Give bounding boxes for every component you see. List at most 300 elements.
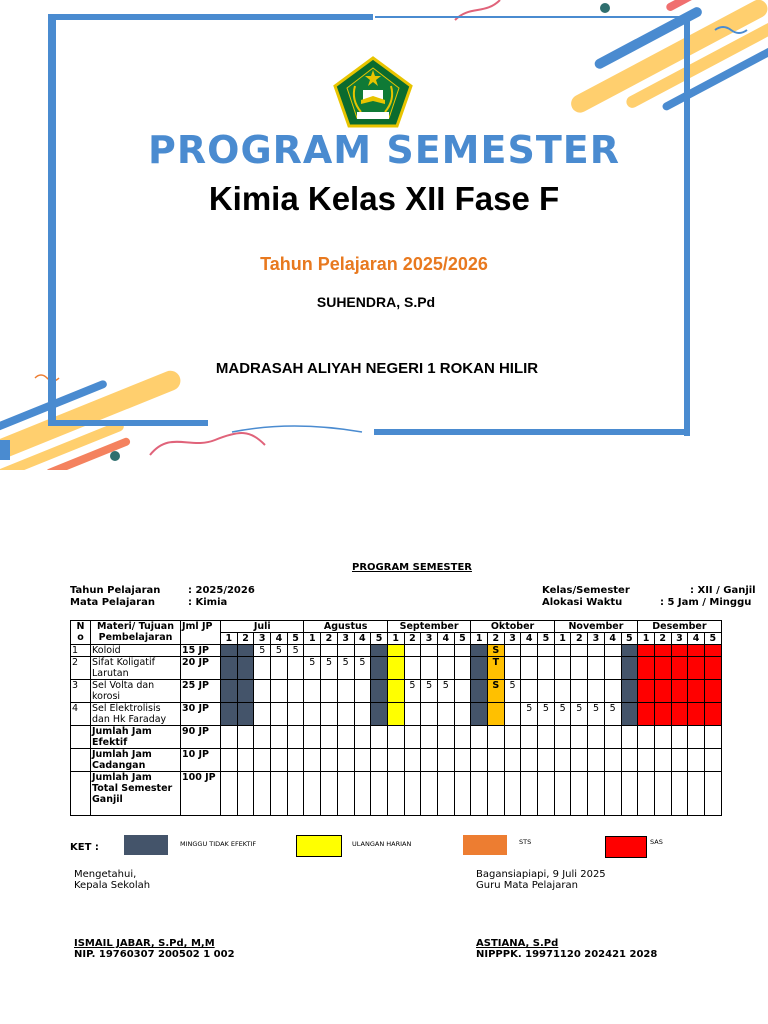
week-cell-sas xyxy=(688,680,705,703)
header-week: 1 xyxy=(304,633,321,645)
week-cell xyxy=(287,726,304,749)
week-cell xyxy=(538,749,555,772)
week-cell-tidak-efektif xyxy=(221,703,238,726)
week-cell-sts: T xyxy=(488,657,505,680)
info-label-subject: Mata Pelajaran xyxy=(70,597,155,608)
week-cell xyxy=(404,772,421,816)
week-cell xyxy=(254,703,271,726)
sig-left-name: ISMAIL JABAR, S.Pd, M,M xyxy=(74,938,215,949)
week-cell-sas xyxy=(704,680,721,703)
week-cell xyxy=(504,749,521,772)
header-week: 3 xyxy=(421,633,438,645)
week-cell xyxy=(254,657,271,680)
week-cell-tidak-efektif xyxy=(221,657,238,680)
week-cell-tidak-efektif xyxy=(621,645,638,657)
week-cell xyxy=(237,726,254,749)
week-cell xyxy=(304,645,321,657)
week-cell xyxy=(337,772,354,816)
table-row xyxy=(71,703,722,726)
week-cell xyxy=(271,726,288,749)
week-cell xyxy=(688,726,705,749)
row-no: 2 xyxy=(71,657,91,680)
week-cell-sas xyxy=(688,703,705,726)
header-week: 2 xyxy=(488,633,505,645)
row-materi: Sel Elektrolisis dan Hk Faraday xyxy=(91,703,181,726)
frame-bottom-left xyxy=(48,420,208,426)
week-cell xyxy=(321,680,338,703)
week-cell xyxy=(504,657,521,680)
week-cell xyxy=(621,726,638,749)
row-jp: 25 JP xyxy=(181,680,221,703)
week-cell-tidak-efektif xyxy=(471,703,488,726)
week-cell xyxy=(588,772,605,816)
header-week: 1 xyxy=(638,633,655,645)
week-cell-tidak-efektif xyxy=(237,657,254,680)
week-cell xyxy=(454,726,471,749)
week-cell: 5 xyxy=(604,703,621,726)
sig-right-name: ASTIANA, S.Pd xyxy=(476,938,559,949)
week-cell xyxy=(454,657,471,680)
week-cell-sas xyxy=(638,680,655,703)
header-week: 5 xyxy=(704,633,721,645)
info-value-class: : XII / Ganjil xyxy=(690,585,756,596)
week-cell xyxy=(421,726,438,749)
week-cell xyxy=(421,657,438,680)
week-cell xyxy=(254,680,271,703)
week-cell xyxy=(521,657,538,680)
week-cell xyxy=(404,703,421,726)
header-week: 3 xyxy=(588,633,605,645)
week-cell xyxy=(221,749,238,772)
week-cell xyxy=(237,772,254,816)
week-cell xyxy=(321,749,338,772)
info-value-year: : 2025/2026 xyxy=(188,585,255,596)
week-cell xyxy=(437,726,454,749)
week-cell xyxy=(404,749,421,772)
frame-bottom xyxy=(374,429,690,435)
header-month: November xyxy=(554,621,637,633)
header-week: 4 xyxy=(521,633,538,645)
header-month: Oktober xyxy=(471,621,554,633)
week-cell-tidak-efektif xyxy=(237,680,254,703)
header-week: 1 xyxy=(387,633,404,645)
week-cell-sas xyxy=(688,645,705,657)
week-cell xyxy=(704,772,721,816)
legend-swatch-tidak-efektif xyxy=(124,835,168,855)
week-cell: 5 xyxy=(421,680,438,703)
legend-swatch-sts xyxy=(463,835,507,855)
frame-top xyxy=(48,14,373,20)
row-jp: 30 JP xyxy=(181,703,221,726)
week-cell-sas xyxy=(671,645,688,657)
header-week: 4 xyxy=(271,633,288,645)
week-cell xyxy=(387,772,404,816)
week-cell xyxy=(704,726,721,749)
week-cell xyxy=(271,749,288,772)
week-cell xyxy=(337,726,354,749)
week-cell: 5 xyxy=(337,657,354,680)
week-cell xyxy=(287,749,304,772)
week-cell xyxy=(554,657,571,680)
week-cell xyxy=(254,726,271,749)
table-row xyxy=(71,657,722,680)
week-cell xyxy=(588,645,605,657)
week-cell: 5 xyxy=(588,703,605,726)
week-cell xyxy=(304,726,321,749)
week-cell-sas xyxy=(654,657,671,680)
week-cell xyxy=(671,726,688,749)
week-cell xyxy=(304,772,321,816)
week-cell xyxy=(504,645,521,657)
header-week: 2 xyxy=(237,633,254,645)
week-cell xyxy=(254,749,271,772)
week-cell-sas xyxy=(671,703,688,726)
week-cell-sts: S xyxy=(488,680,505,703)
week-cell xyxy=(488,749,505,772)
week-cell xyxy=(638,749,655,772)
week-cell xyxy=(271,657,288,680)
sig-right-line1: Bagansiapiapi, 9 Juli 2025 xyxy=(476,869,606,880)
week-cell-tidak-efektif xyxy=(471,645,488,657)
week-cell xyxy=(271,772,288,816)
info-value-time: : 5 Jam / Minggu xyxy=(660,597,752,608)
week-cell xyxy=(654,726,671,749)
week-cell-tidak-efektif xyxy=(237,645,254,657)
week-cell xyxy=(638,772,655,816)
week-cell xyxy=(304,680,321,703)
week-cell xyxy=(404,726,421,749)
week-cell xyxy=(554,726,571,749)
week-cell xyxy=(554,749,571,772)
header-week: 3 xyxy=(337,633,354,645)
week-cell xyxy=(454,749,471,772)
week-cell xyxy=(454,703,471,726)
week-cell xyxy=(588,657,605,680)
week-cell: 5 xyxy=(504,680,521,703)
week-cell xyxy=(221,772,238,816)
week-cell xyxy=(437,657,454,680)
header-week: 2 xyxy=(654,633,671,645)
week-cell-sas xyxy=(638,703,655,726)
week-cell xyxy=(588,749,605,772)
week-cell xyxy=(254,772,271,816)
week-cell xyxy=(621,749,638,772)
week-cell xyxy=(387,749,404,772)
week-cell xyxy=(571,772,588,816)
week-cell-tidak-efektif xyxy=(621,680,638,703)
ministry-logo xyxy=(333,56,413,128)
header-week: 4 xyxy=(688,633,705,645)
week-cell xyxy=(588,726,605,749)
cover-title: PROGRAM SEMESTER xyxy=(148,128,620,172)
header-week: 4 xyxy=(437,633,454,645)
week-cell-sas xyxy=(704,657,721,680)
week-cell-sas xyxy=(638,645,655,657)
week-cell-tidak-efektif xyxy=(221,680,238,703)
cover-author: SUHENDRA, S.Pd xyxy=(316,294,436,310)
week-cell xyxy=(688,749,705,772)
week-cell: 5 xyxy=(538,703,555,726)
summary-row xyxy=(71,749,722,772)
week-cell-sas xyxy=(654,680,671,703)
week-cell xyxy=(571,645,588,657)
week-cell xyxy=(437,703,454,726)
week-cell xyxy=(571,657,588,680)
week-cell: 5 xyxy=(571,703,588,726)
week-cell xyxy=(304,749,321,772)
week-cell xyxy=(287,703,304,726)
header-week: 5 xyxy=(287,633,304,645)
summary-no xyxy=(71,772,91,816)
header-week: 2 xyxy=(571,633,588,645)
header-week: 5 xyxy=(454,633,471,645)
week-cell xyxy=(287,657,304,680)
week-cell xyxy=(421,749,438,772)
week-cell xyxy=(454,680,471,703)
week-cell xyxy=(671,772,688,816)
week-cell xyxy=(504,703,521,726)
week-cell xyxy=(538,657,555,680)
week-cell xyxy=(471,726,488,749)
header-week: 4 xyxy=(604,633,621,645)
week-cell-sts xyxy=(488,703,505,726)
week-cell: 5 xyxy=(554,703,571,726)
week-cell xyxy=(471,749,488,772)
week-cell-ulangan xyxy=(387,680,404,703)
info-label-class: Kelas/Semester xyxy=(542,585,630,596)
week-cell xyxy=(554,772,571,816)
semester-table xyxy=(70,620,722,816)
header-week: 3 xyxy=(254,633,271,645)
week-cell xyxy=(221,726,238,749)
week-cell: 5 xyxy=(321,657,338,680)
week-cell-sas xyxy=(654,645,671,657)
header-week: 3 xyxy=(504,633,521,645)
info-value-subject: : Kimia xyxy=(188,597,228,608)
header-week: 2 xyxy=(404,633,421,645)
week-cell xyxy=(654,772,671,816)
week-cell xyxy=(521,772,538,816)
summary-label: Jumlah Jam Cadangan xyxy=(91,749,181,772)
week-cell xyxy=(354,726,371,749)
week-cell-sas xyxy=(704,645,721,657)
week-cell xyxy=(337,645,354,657)
week-cell xyxy=(321,645,338,657)
week-cell xyxy=(604,726,621,749)
summary-value: 10 JP xyxy=(181,749,221,772)
sig-right-line2: Guru Mata Pelajaran xyxy=(476,880,578,891)
week-cell xyxy=(404,657,421,680)
week-cell-tidak-efektif xyxy=(237,703,254,726)
week-cell xyxy=(321,726,338,749)
week-cell xyxy=(437,645,454,657)
legend-swatch-sas xyxy=(605,836,647,858)
week-cell-sts: S xyxy=(488,645,505,657)
week-cell xyxy=(337,749,354,772)
week-cell xyxy=(554,645,571,657)
header-month: Juli xyxy=(221,621,304,633)
summary-no xyxy=(71,749,91,772)
sig-left-line2: Kepala Sekolah xyxy=(74,880,151,891)
week-cell-sas xyxy=(638,657,655,680)
info-label-year: Tahun Pelajaran xyxy=(70,585,161,596)
cover-subtitle: Kimia Kelas XII Fase F xyxy=(208,180,560,217)
week-cell xyxy=(354,680,371,703)
header-week: 5 xyxy=(371,633,388,645)
doc-title: PROGRAM SEMESTER xyxy=(352,562,472,573)
week-cell xyxy=(554,680,571,703)
week-cell xyxy=(521,680,538,703)
week-cell-ulangan xyxy=(387,657,404,680)
week-cell xyxy=(571,749,588,772)
week-cell-sas xyxy=(654,703,671,726)
week-cell xyxy=(538,772,555,816)
week-cell xyxy=(421,645,438,657)
week-cell xyxy=(504,726,521,749)
row-materi: Koloid xyxy=(91,645,181,657)
week-cell: 5 xyxy=(404,680,421,703)
week-cell xyxy=(287,772,304,816)
summary-row xyxy=(71,772,722,816)
week-cell xyxy=(604,680,621,703)
legend-label-sas: SAS xyxy=(650,838,663,846)
row-jp: 15 JP xyxy=(181,645,221,657)
week-cell xyxy=(304,703,321,726)
info-label-time: Alokasi Waktu xyxy=(542,597,623,608)
week-cell xyxy=(354,703,371,726)
week-cell xyxy=(371,749,388,772)
week-cell: 5 xyxy=(254,645,271,657)
week-cell xyxy=(421,772,438,816)
week-cell-tidak-efektif xyxy=(221,645,238,657)
week-cell xyxy=(538,680,555,703)
week-cell-tidak-efektif xyxy=(371,657,388,680)
week-cell-sas xyxy=(704,703,721,726)
legend-swatch-ulangan xyxy=(296,835,342,857)
week-cell: 5 xyxy=(271,645,288,657)
row-materi: Sifat Koligatif Larutan xyxy=(91,657,181,680)
table-row xyxy=(71,645,722,657)
summary-label: Jumlah Jam Total Semester Ganjil xyxy=(91,772,181,816)
sig-right-id: NIPPPK. 19971120 202421 2028 xyxy=(476,949,658,960)
summary-label: Jumlah Jam Efektif xyxy=(91,726,181,749)
week-cell xyxy=(604,645,621,657)
week-cell xyxy=(521,749,538,772)
legend-label-tidak-efektif: MINGGU TIDAK EFEKTIF xyxy=(180,840,257,848)
week-cell-tidak-efektif xyxy=(371,680,388,703)
header-week: 5 xyxy=(621,633,638,645)
week-cell xyxy=(354,645,371,657)
week-cell xyxy=(287,680,304,703)
week-cell xyxy=(454,772,471,816)
header-week: 5 xyxy=(538,633,555,645)
sig-left-id: NIP. 19760307 200502 1 002 xyxy=(74,949,235,960)
week-cell xyxy=(604,749,621,772)
week-cell-ulangan xyxy=(387,703,404,726)
week-cell-tidak-efektif xyxy=(471,657,488,680)
week-cell: 5 xyxy=(354,657,371,680)
week-cell: 5 xyxy=(521,703,538,726)
header-materi: Materi/ Tujuan Pembelajaran xyxy=(91,621,181,645)
legend-title: KET : xyxy=(70,842,99,853)
header-week: 3 xyxy=(671,633,688,645)
row-jp: 20 JP xyxy=(181,657,221,680)
week-cell xyxy=(454,645,471,657)
week-cell xyxy=(521,645,538,657)
row-no: 4 xyxy=(71,703,91,726)
week-cell xyxy=(538,726,555,749)
week-cell-ulangan xyxy=(387,645,404,657)
row-materi: Sel Volta dan korosi xyxy=(91,680,181,703)
summary-no xyxy=(71,726,91,749)
summary-value: 100 JP xyxy=(181,772,221,816)
week-cell: 5 xyxy=(437,680,454,703)
week-cell xyxy=(504,772,521,816)
week-cell xyxy=(337,680,354,703)
week-cell xyxy=(321,772,338,816)
table-row xyxy=(71,680,722,703)
week-cell xyxy=(471,772,488,816)
summary-row xyxy=(71,726,722,749)
week-cell xyxy=(271,680,288,703)
week-cell-tidak-efektif xyxy=(471,680,488,703)
week-cell xyxy=(604,772,621,816)
header-week: 1 xyxy=(554,633,571,645)
week-cell xyxy=(688,772,705,816)
week-cell xyxy=(488,772,505,816)
header-month: Agustus xyxy=(304,621,387,633)
week-cell xyxy=(638,726,655,749)
week-cell xyxy=(371,726,388,749)
legend-label-sts: STS xyxy=(519,838,532,846)
header-month: Desember xyxy=(638,621,721,633)
header-week: 2 xyxy=(321,633,338,645)
week-cell-sas xyxy=(671,657,688,680)
week-cell xyxy=(387,726,404,749)
week-cell xyxy=(521,726,538,749)
summary-value: 90 JP xyxy=(181,726,221,749)
week-cell xyxy=(437,772,454,816)
week-cell xyxy=(704,749,721,772)
week-cell: 5 xyxy=(304,657,321,680)
week-cell xyxy=(354,772,371,816)
cover-year: Tahun Pelajaran 2025/2026 xyxy=(260,254,488,274)
week-cell xyxy=(604,657,621,680)
week-cell-tidak-efektif xyxy=(371,645,388,657)
header-month: September xyxy=(387,621,470,633)
row-no: 3 xyxy=(71,680,91,703)
week-cell-sas xyxy=(671,680,688,703)
week-cell-tidak-efektif xyxy=(371,703,388,726)
week-cell xyxy=(321,703,338,726)
sig-left-line1: Mengetahui, xyxy=(74,869,137,880)
week-cell xyxy=(371,772,388,816)
cover-school: MADRASAH ALIYAH NEGERI 1 ROKAN HILIR xyxy=(215,360,539,377)
week-cell: 5 xyxy=(287,645,304,657)
legend-label-ulangan: ULANGAN HARIAN xyxy=(352,840,412,848)
week-cell-tidak-efektif xyxy=(621,657,638,680)
header-jp: Jml JP xyxy=(181,621,221,645)
week-cell xyxy=(437,749,454,772)
week-cell xyxy=(538,645,555,657)
header-week: 1 xyxy=(471,633,488,645)
header-week: 1 xyxy=(221,633,238,645)
week-cell xyxy=(354,749,371,772)
week-cell xyxy=(588,680,605,703)
week-cell xyxy=(337,703,354,726)
week-cell xyxy=(654,749,671,772)
frame-top-thin xyxy=(375,16,687,18)
